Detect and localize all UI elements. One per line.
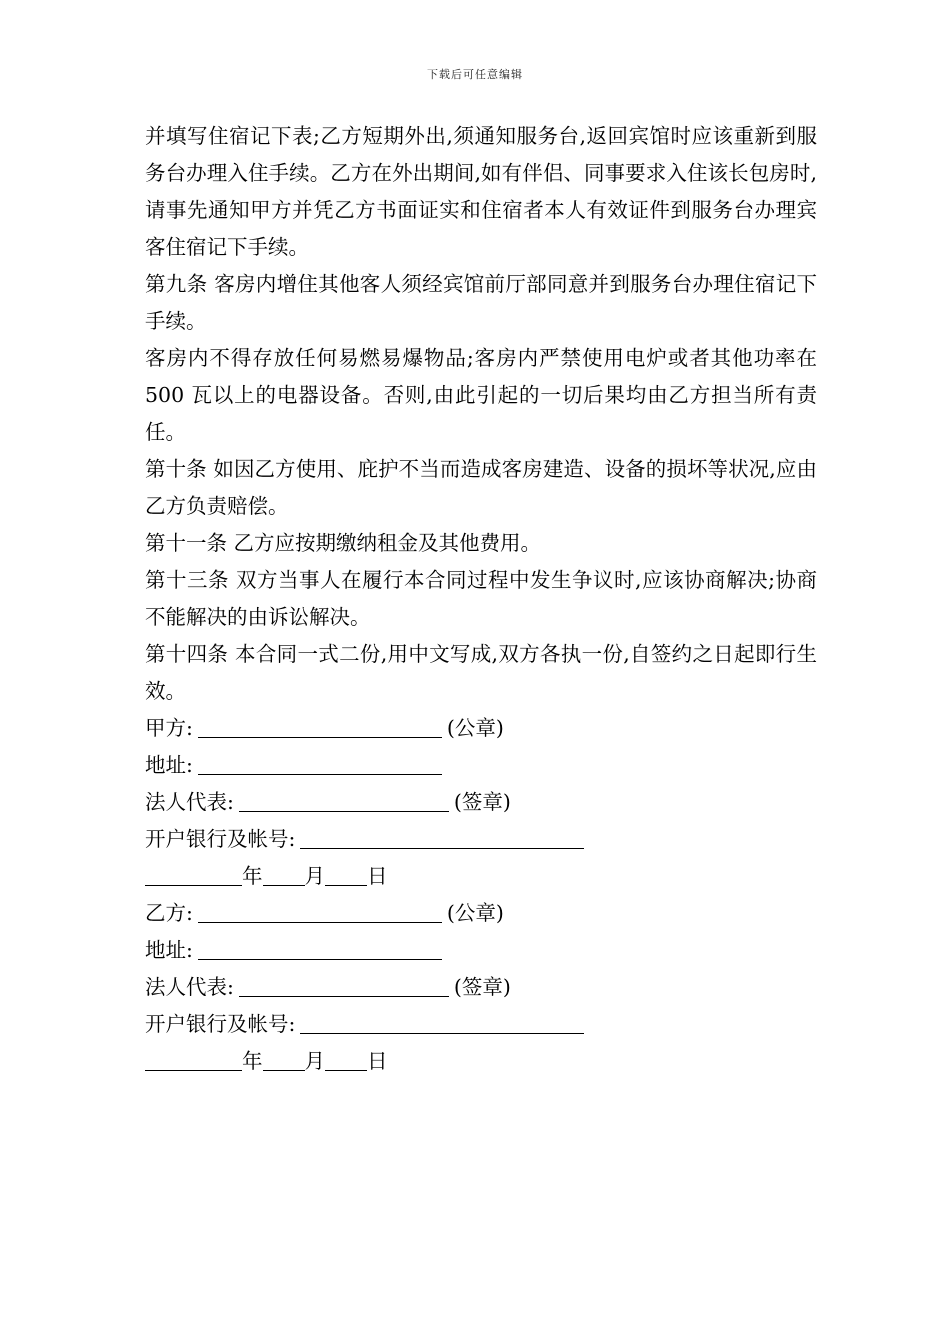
party-a-bank-blank[interactable] — [300, 824, 584, 849]
page-header: 下载后可任意编辑 — [427, 68, 523, 81]
party-b-rep-label: 法人代表: — [145, 975, 234, 999]
party-b-year-label: 年 — [242, 1049, 263, 1073]
paragraph-article-11: 第十一条 乙方应按期缴纳租金及其他费用。 — [145, 531, 542, 555]
party-b-date-field — [145, 1043, 817, 1080]
paragraph-flammables: 客房内不得存放任何易燃易爆物品;客房内严禁使用电炉或者其他功率在 500 瓦以上的电器设备。否则,由此引起的一切后果均由乙方担当所有责任。 — [145, 346, 817, 444]
party-a-address-field — [145, 747, 817, 784]
party-a-rep-label: 法人代表: — [145, 790, 234, 814]
party-b-month-label: 月 — [304, 1049, 325, 1073]
party-a-bank-label: 开户银行及帐号: — [145, 827, 296, 851]
party-a-day-blank[interactable] — [325, 861, 367, 886]
party-a-day-label: 日 — [367, 864, 388, 888]
party-a-rep-seal-label: (签章) — [453, 790, 511, 814]
party-b-day-blank[interactable] — [325, 1046, 367, 1071]
party-a-date-field — [145, 858, 817, 895]
party-b-rep-blank[interactable] — [239, 972, 449, 997]
party-a-address-label: 地址: — [145, 753, 193, 777]
party-a-bank-field — [145, 821, 817, 858]
party-b-bank-label: 开户银行及帐号: — [145, 1012, 296, 1036]
document-body — [145, 118, 817, 1080]
party-b-name-blank[interactable] — [198, 898, 442, 923]
paragraph-article-13: 第十三条 双方当事人在履行本合同过程中发生争议时,应该协商解决;协商不能解决的由诉讼解决。 — [145, 568, 817, 629]
paragraph-article-9: 第九条 客房内增住其他客人须经宾馆前厅部同意并到服务台办理住宿记下手续。 — [145, 272, 817, 333]
party-b-address-blank[interactable] — [198, 935, 442, 960]
party-a-year-blank[interactable] — [145, 861, 242, 886]
party-b-name-field — [145, 895, 817, 932]
party-a-rep-blank[interactable] — [239, 787, 449, 812]
party-b-bank-blank[interactable] — [300, 1009, 584, 1034]
party-b-rep-field — [145, 969, 817, 1006]
party-a-seal-label: (公章) — [446, 716, 504, 740]
party-a-month-blank[interactable] — [263, 861, 305, 886]
party-a-month-label: 月 — [304, 864, 325, 888]
party-a-address-blank[interactable] — [198, 750, 442, 775]
paragraph-article-10: 第十条 如因乙方使用、庇护不当而造成客房建造、设备的损坏等状况,应由乙方负责赔偿。 — [145, 457, 817, 518]
party-b-year-blank[interactable] — [145, 1046, 242, 1071]
party-b-address-field — [145, 932, 817, 969]
party-a-rep-field — [145, 784, 817, 821]
party-a-year-label: 年 — [242, 864, 263, 888]
party-b-month-blank[interactable] — [263, 1046, 305, 1071]
party-b-label: 乙方: — [145, 901, 193, 925]
party-a-name-blank[interactable] — [198, 713, 442, 738]
paragraph-article-14: 第十四条 本合同一式二份,用中文写成,双方各执一份,自签约之日起即行生效。 — [145, 642, 817, 703]
party-b-address-label: 地址: — [145, 938, 193, 962]
party-b-day-label: 日 — [367, 1049, 388, 1073]
party-a-name-field — [145, 710, 817, 747]
party-b-rep-seal-label: (签章) — [453, 975, 511, 999]
party-b-bank-field — [145, 1006, 817, 1043]
paragraph-lodging-registration: 并填写住宿记下表;乙方短期外出,须通知服务台,返回宾馆时应该重新到服务台办理入住手续。乙方在外出期间,如有伴侣、同事要求入住该长包房时,请事先通知甲方并凭乙方书面证实和住宿者本人有效证件到服务台办理宾客住宿记下手续。 — [145, 124, 817, 259]
party-b-seal-label: (公章) — [446, 901, 504, 925]
party-a-label: 甲方: — [145, 716, 193, 740]
